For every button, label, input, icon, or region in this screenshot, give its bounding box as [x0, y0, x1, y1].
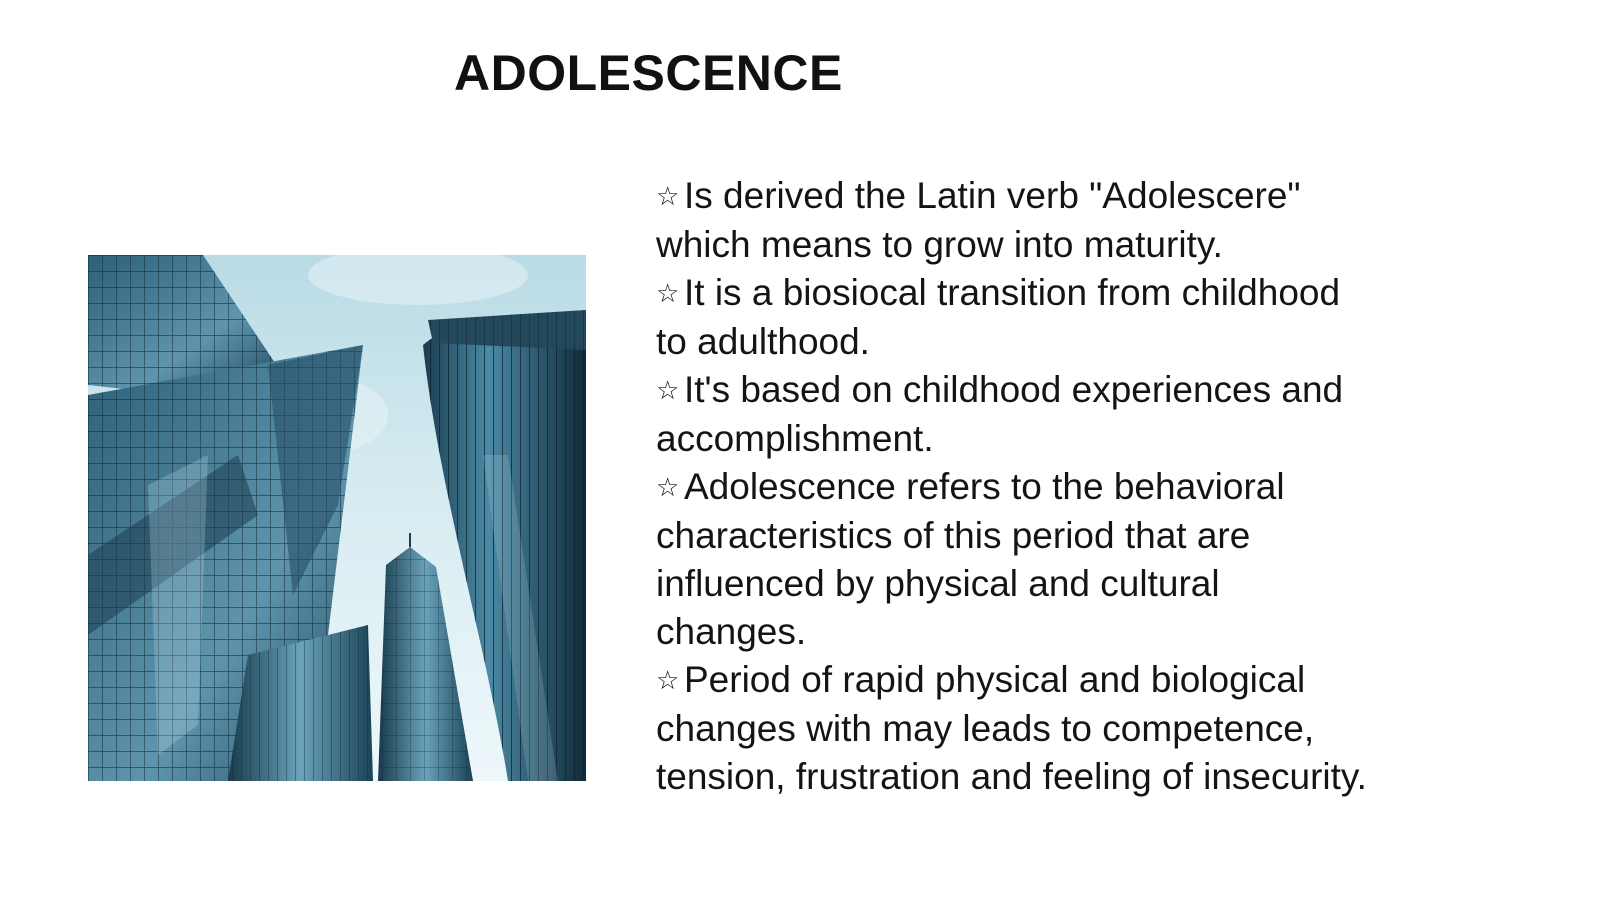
star-icon: ☆ — [656, 473, 680, 503]
bullet-text: Adolescence refers to the behavioral characteristics of this period that are influenced by physical and cultural changes. — [656, 466, 1285, 652]
bullet-text: It is a biosiocal transition from childhood to adulthood. — [656, 272, 1341, 362]
bullet-text: It's based on childhood experiences and accomplishment. — [656, 369, 1344, 459]
star-icon: ☆ — [656, 666, 680, 696]
skyscrapers-illustration — [88, 255, 586, 781]
bullet-item — [656, 366, 1376, 463]
bullet-text: Is derived the Latin verb "Adolescere" which means to grow into maturity. — [656, 175, 1301, 265]
bullet-item — [656, 172, 1376, 269]
bullet-text: Period of rapid physical and biological changes with may leads to competence, tension, frustration and feeling of insecurity. — [656, 659, 1367, 797]
skyscrapers-image — [88, 255, 586, 781]
bullet-list — [656, 172, 1376, 801]
slide-title: ADOLESCENCE — [454, 45, 843, 101]
bullet-item — [656, 269, 1376, 366]
star-icon: ☆ — [656, 182, 680, 212]
star-icon: ☆ — [656, 376, 680, 406]
star-icon: ☆ — [656, 279, 680, 309]
bullet-item — [656, 463, 1376, 656]
bullet-item — [656, 656, 1376, 801]
